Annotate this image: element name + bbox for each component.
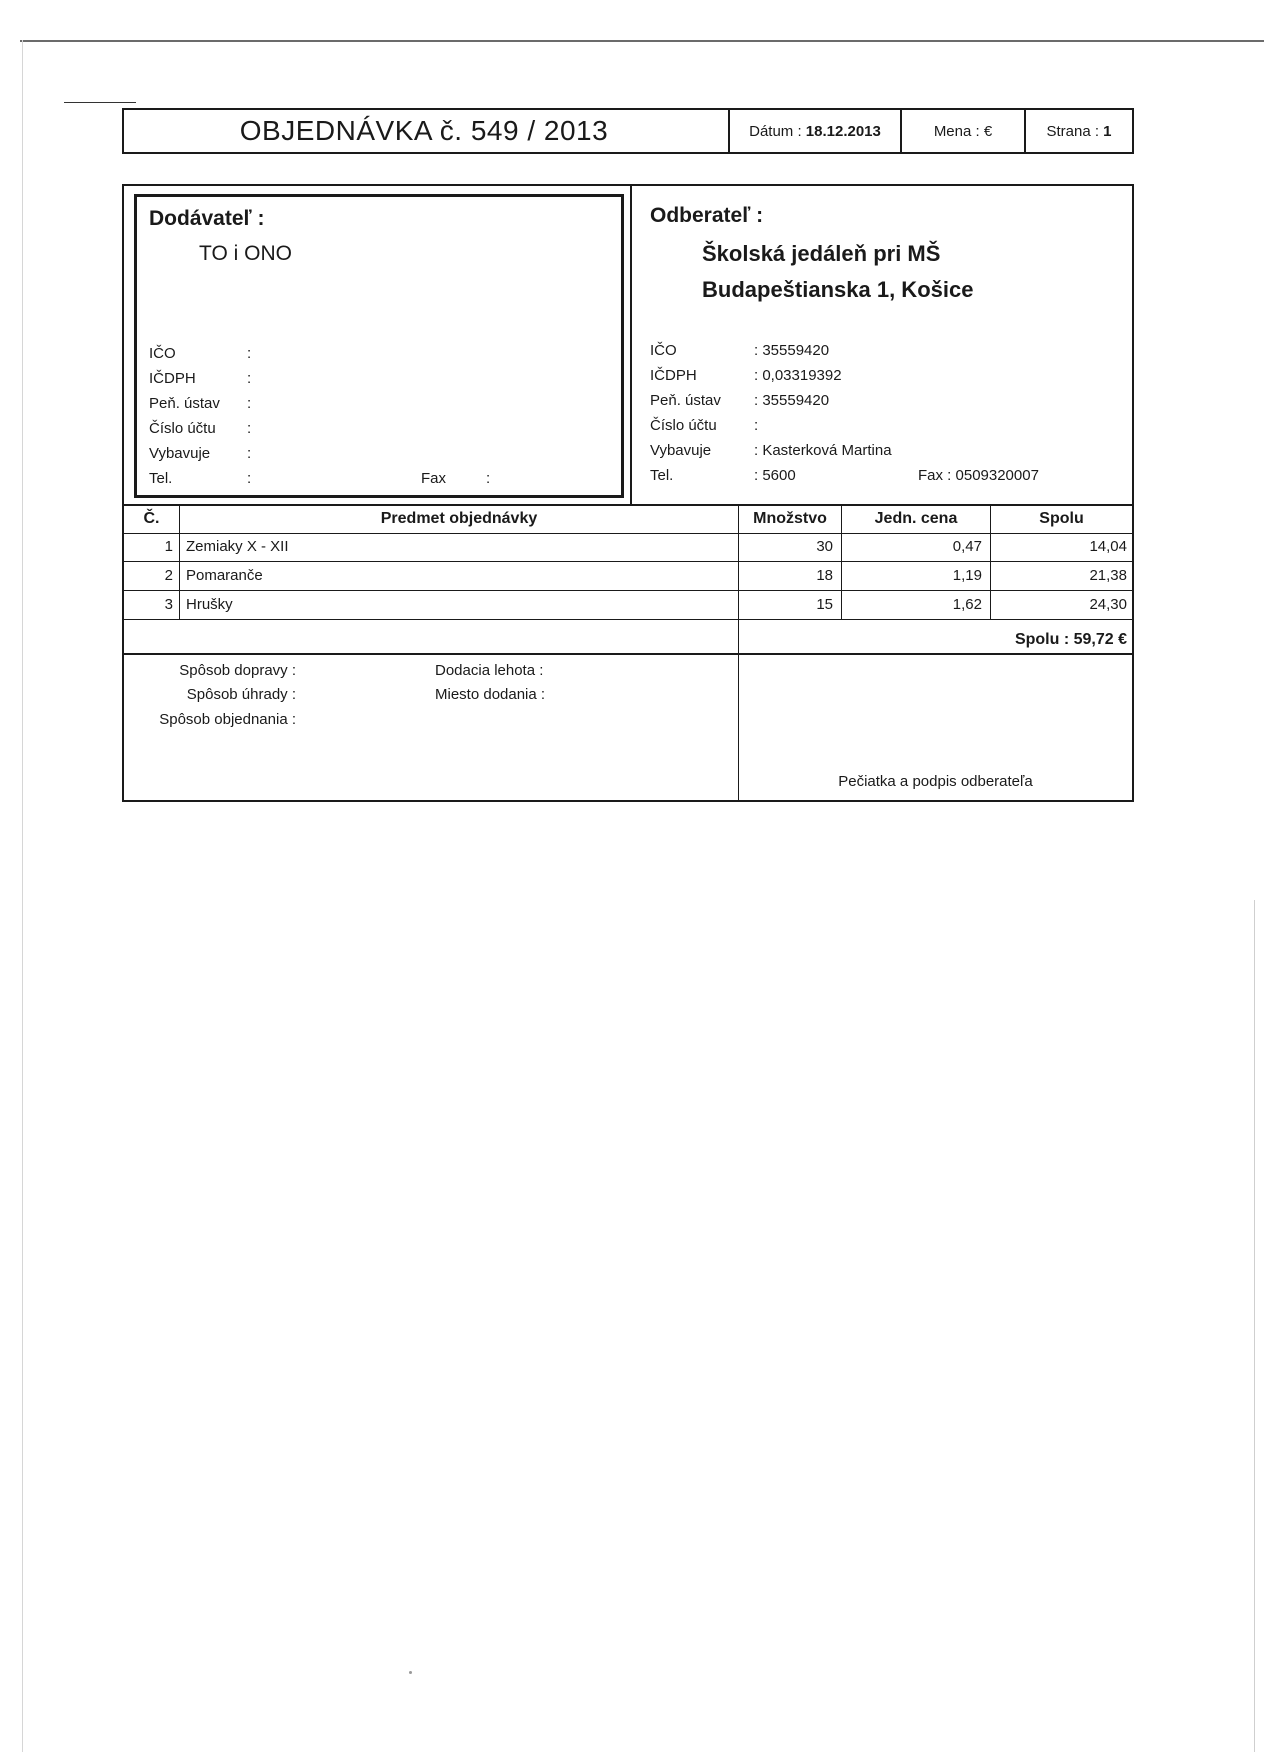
row-no: 3: [164, 596, 173, 613]
row-qty: 30: [816, 538, 833, 555]
row-price: 1,62: [952, 596, 982, 613]
page-value: 1: [1103, 122, 1112, 140]
supplier-label: Dodávateľ :: [149, 207, 265, 230]
delivery-place: Miesto dodania :: [435, 686, 546, 703]
scan-edge-top: [20, 40, 1264, 42]
supplier-box: [134, 194, 624, 498]
supplier-icdph: IČDPH :: [149, 370, 252, 387]
customer-bank: Peň. ústav : 35559420: [650, 392, 830, 409]
customer-address: Budapeštianska 1, Košice: [702, 277, 974, 302]
row-total: 24,30: [1089, 596, 1127, 613]
page-label: Strana :: [1046, 122, 1099, 140]
customer-icdph: IČDPH : 0,03319392: [650, 367, 842, 384]
supplier-handler: Vybavuje :: [149, 445, 252, 462]
parties-box: [122, 184, 1134, 506]
row-no: 2: [164, 567, 173, 584]
col-header-total: Spolu: [1039, 510, 1084, 527]
supplier-fax-label: Fax: [421, 470, 447, 487]
order-title: OBJEDNÁVKA č. 549 / 2013: [239, 115, 609, 146]
page-number: [1024, 110, 1132, 152]
date-value: 18.12.2013: [805, 122, 881, 140]
supplier-account: Číslo účtu :: [149, 420, 252, 437]
parties-divider: [630, 186, 632, 504]
customer-ico: IČO : 35559420: [650, 342, 830, 359]
row-no: 1: [164, 538, 173, 555]
row-item: Zemiaky X - XII: [186, 538, 289, 555]
footer-rule: [124, 653, 1132, 655]
customer-account: Číslo účtu :: [650, 417, 759, 434]
row-rule: [124, 619, 1132, 620]
customer-fax: Fax : 0509320007: [918, 467, 1039, 484]
stamp-signature-label: Pečiatka a podpis odberateľa: [838, 773, 1033, 790]
supplier-fax-sep: :: [486, 470, 491, 487]
row-item: Pomaranče: [186, 567, 263, 584]
order-date: [728, 110, 900, 152]
customer-name: Školská jedáleň pri MŠ: [702, 241, 941, 266]
row-total: 14,04: [1089, 538, 1127, 555]
scan-edge-right: [1254, 900, 1255, 1752]
transport-method: Spôsob dopravy :: [179, 662, 296, 679]
date-label: Dátum :: [749, 122, 802, 140]
items-table: [122, 505, 1134, 802]
customer-phone: Tel. : 5600 Fax : 0509320007: [650, 467, 1039, 484]
ordering-method: Spôsob objednania :: [159, 711, 296, 728]
customer-handler: Vybavuje : Kasterková Martina: [650, 442, 892, 459]
scan-mark: [64, 102, 136, 103]
supplier-name: TO i ONO: [199, 242, 292, 265]
scan-edge-left: [22, 40, 23, 1752]
row-price: 1,19: [952, 567, 982, 584]
scan-speck: [409, 1671, 412, 1674]
row-price: 0,47: [952, 538, 982, 555]
col-header-price: Jedn. cena: [874, 510, 958, 527]
col-header-no: Č.: [143, 510, 160, 527]
row-total: 21,38: [1089, 567, 1127, 584]
col-header-qty: Množstvo: [753, 510, 827, 527]
supplier-ico: IČO :: [149, 345, 252, 362]
supplier-phone: Tel. : Fax :: [149, 470, 491, 487]
row-item: Hrušky: [186, 596, 233, 613]
delivery-term: Dodacia lehota :: [435, 662, 544, 679]
order-header: [122, 108, 1134, 154]
grand-total: Spolu : 59,72 €: [1014, 631, 1127, 648]
col-header-item: Predmet objednávky: [380, 510, 538, 527]
row-qty: 15: [816, 596, 833, 613]
row-qty: 18: [816, 567, 833, 584]
currency: Mena : €: [900, 110, 1024, 152]
customer-label: Odberateľ :: [650, 204, 764, 227]
supplier-bank: Peň. ústav :: [149, 395, 252, 412]
payment-method: Spôsob úhrady :: [186, 686, 296, 703]
